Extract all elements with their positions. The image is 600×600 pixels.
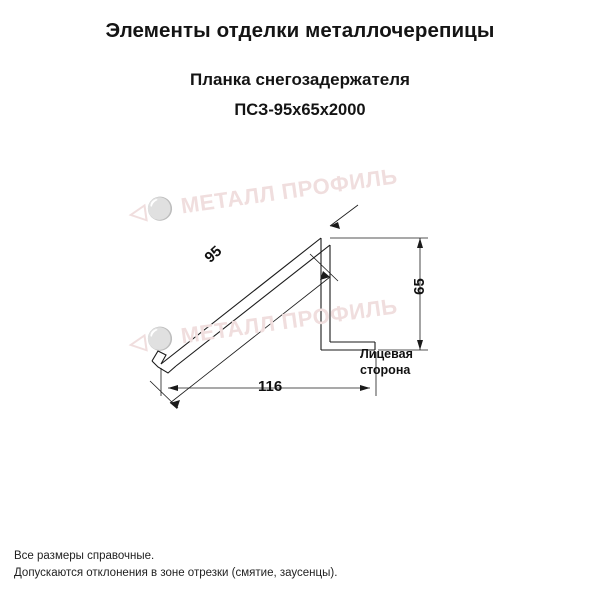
dim-116-arrow-left [168, 385, 178, 391]
page-title: Элементы отделки металлочерепицы [105, 19, 495, 42]
slanted-plate-upper [161, 238, 321, 364]
watermark-bottom-text: МЕТАЛЛ ПРОФИЛЬ [179, 293, 400, 349]
dim-65-arrow-bottom [417, 340, 423, 350]
footer-note-1: Все размеры справочные. [14, 550, 155, 562]
dimension-label-height: 65 [410, 278, 428, 295]
face-side-label-line1: Лицевая [360, 347, 413, 361]
footer-notes [14, 548, 574, 582]
watermark-logo-icon: ◁⚪ [127, 194, 176, 226]
subtitle-block [0, 68, 600, 122]
dim-116-arrow-right [360, 385, 370, 391]
dimension-label-width: 116 [258, 378, 283, 395]
dim-65-arrow-top [417, 238, 423, 248]
product-name: Планка снегозадержателя [190, 70, 410, 89]
dim-95-line [170, 277, 330, 403]
technical-drawing [0, 150, 600, 430]
profile-svg [0, 150, 600, 430]
watermark-logo-icon: ◁⚪ [127, 324, 176, 356]
face-side-label [360, 346, 413, 378]
left-hook-lower [152, 361, 176, 373]
dimension-label-slope: 95 [201, 242, 226, 267]
product-code: ПСЗ-95х65х2000 [234, 101, 366, 119]
face-label-arrow [330, 222, 340, 229]
face-side-label-line2: сторона [360, 363, 411, 377]
face-label-leader [330, 205, 358, 226]
slanted-plate-lower [176, 242, 330, 366]
title-block [0, 18, 600, 44]
watermark-top-text: МЕТАЛЛ ПРОФИЛЬ [179, 163, 400, 219]
footer-note-2: Допускаются отклонения в зоне отрезки (смятие, заусенцы). [14, 567, 338, 579]
